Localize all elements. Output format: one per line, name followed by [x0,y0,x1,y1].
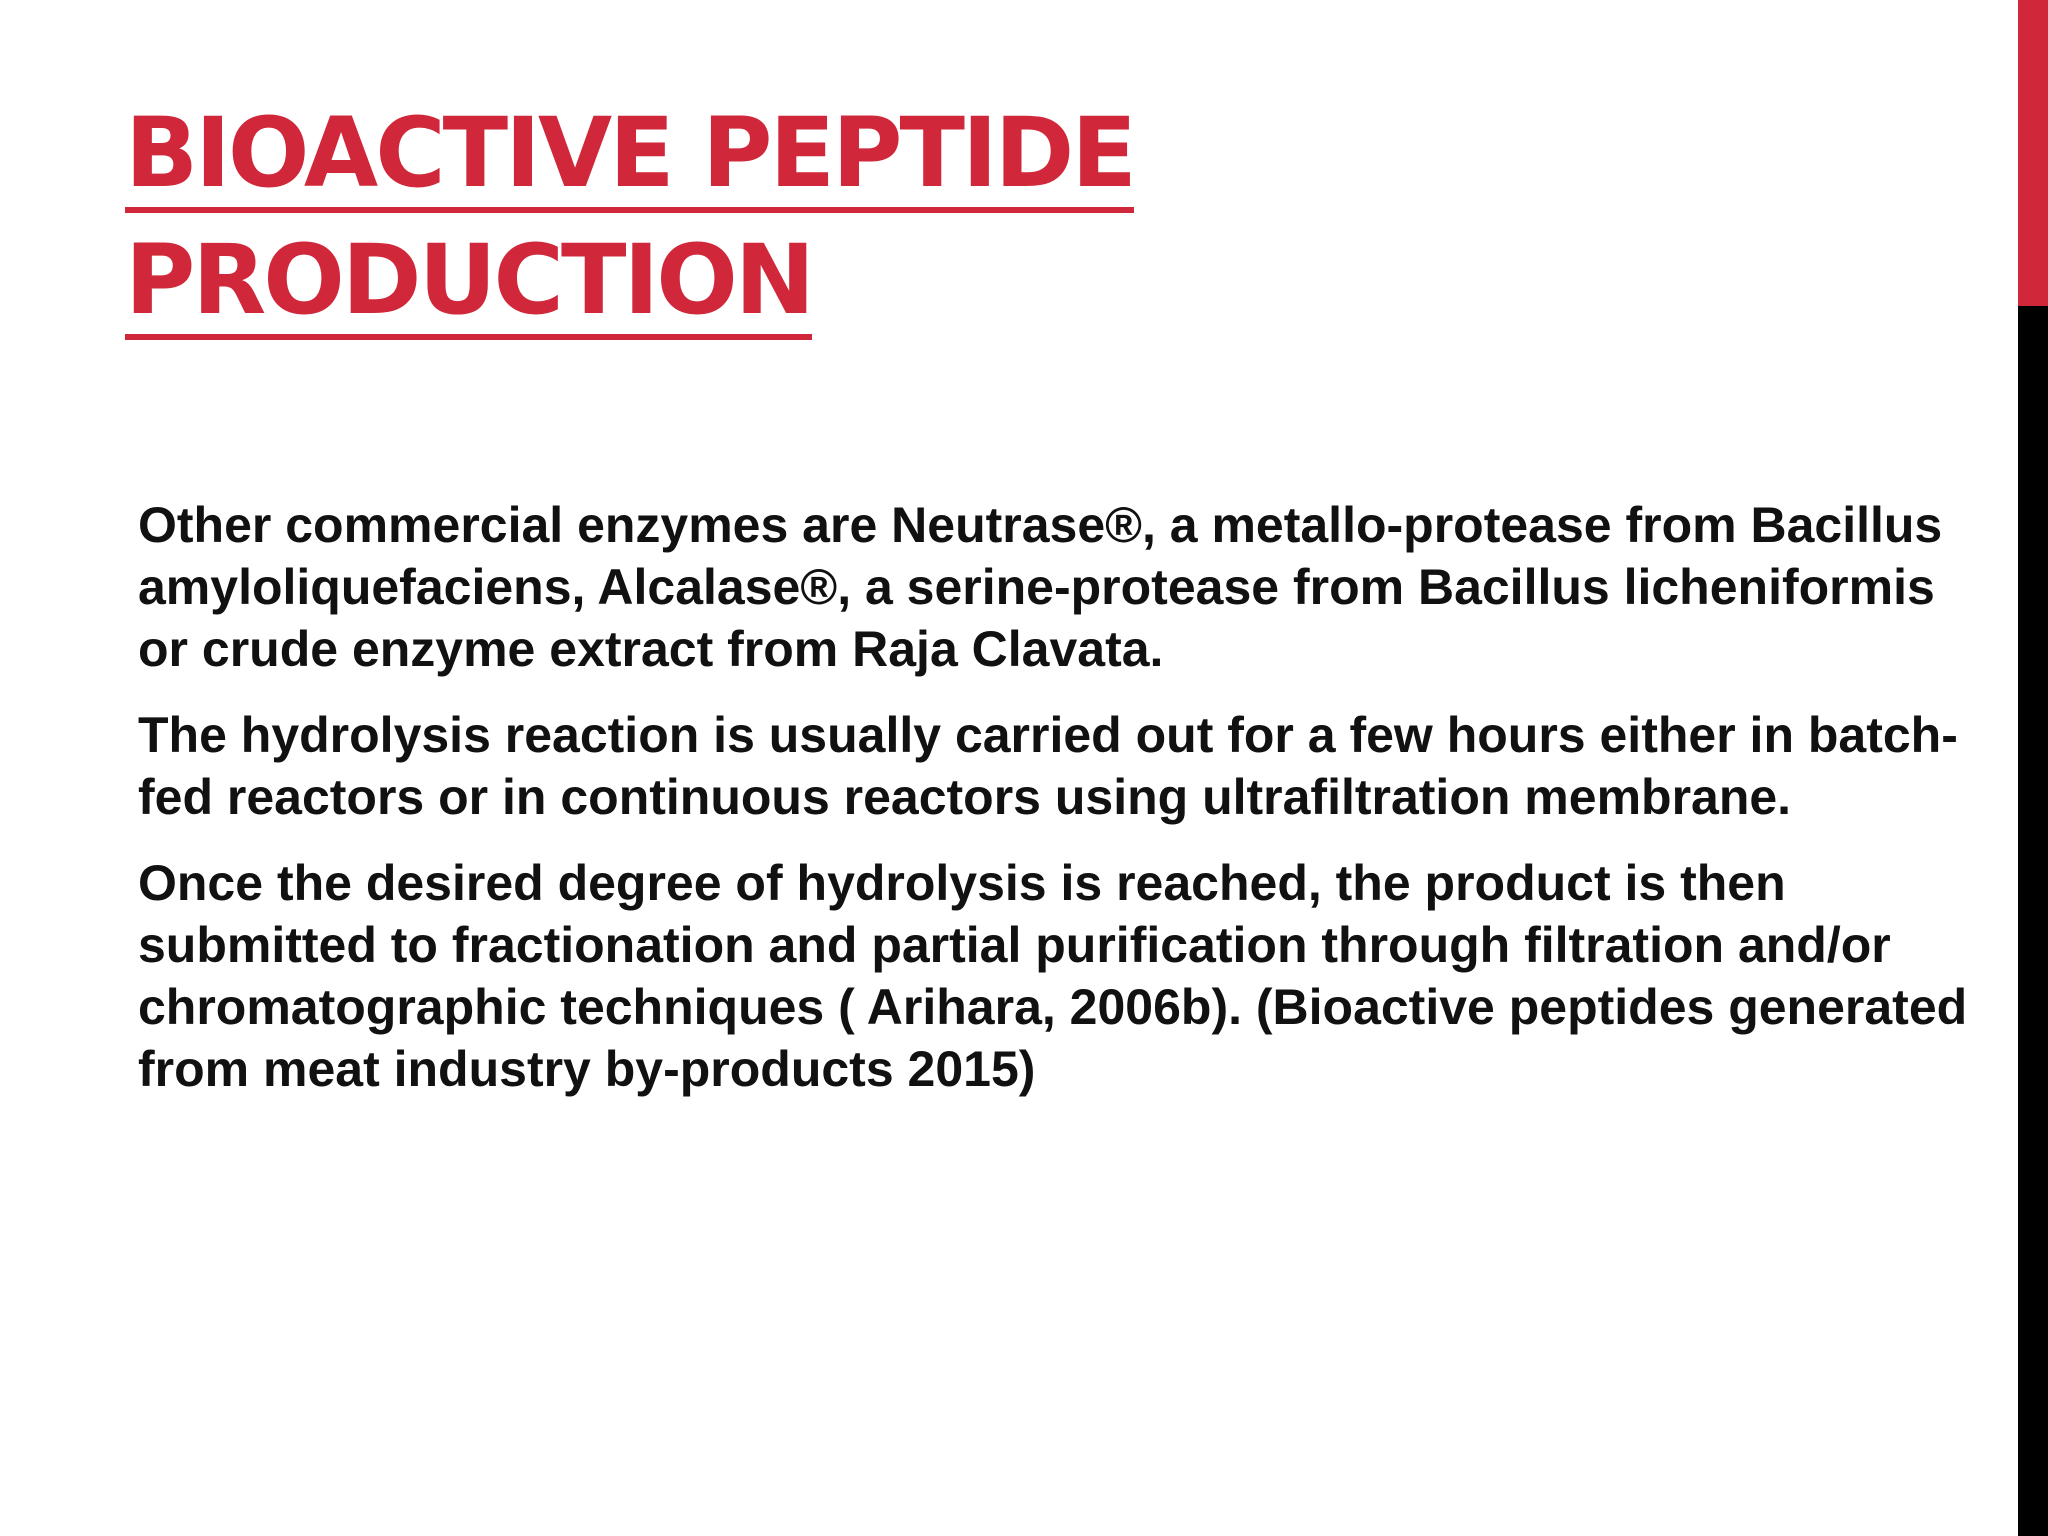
accent-bar-red [2018,0,2048,306]
accent-bar-black [2018,306,2048,1536]
body-paragraph-2: The hydrolysis reaction is usually carried out for a few hours either in batch-fed reactors or in continuous reactors using ultrafiltration membrane. [138,707,1958,825]
body-paragraph-1: Other commercial enzymes are Neutrase®, a metallo-protease from Bacillus amyloliquefaciens, Alcalase®, a serine-protease from Bacillus licheniformis or crude enzyme extract from Raja Clavata. [138,497,1943,677]
title-line-2: PRODUCTION [125,226,812,340]
slide-title [125,92,1825,346]
title-line-1: BIOACTIVE PEPTIDE [125,99,1134,213]
body-paragraph-3: Once the desired degree of hydrolysis is reached, the product is then submitted to fractionation and partial purification through filtration and/or chromatographic techniques ( Arihara, 2006b). (Bioactive peptides generated from meat industry by-products 2015) [138,855,1968,1097]
slide-body [138,494,1998,1124]
